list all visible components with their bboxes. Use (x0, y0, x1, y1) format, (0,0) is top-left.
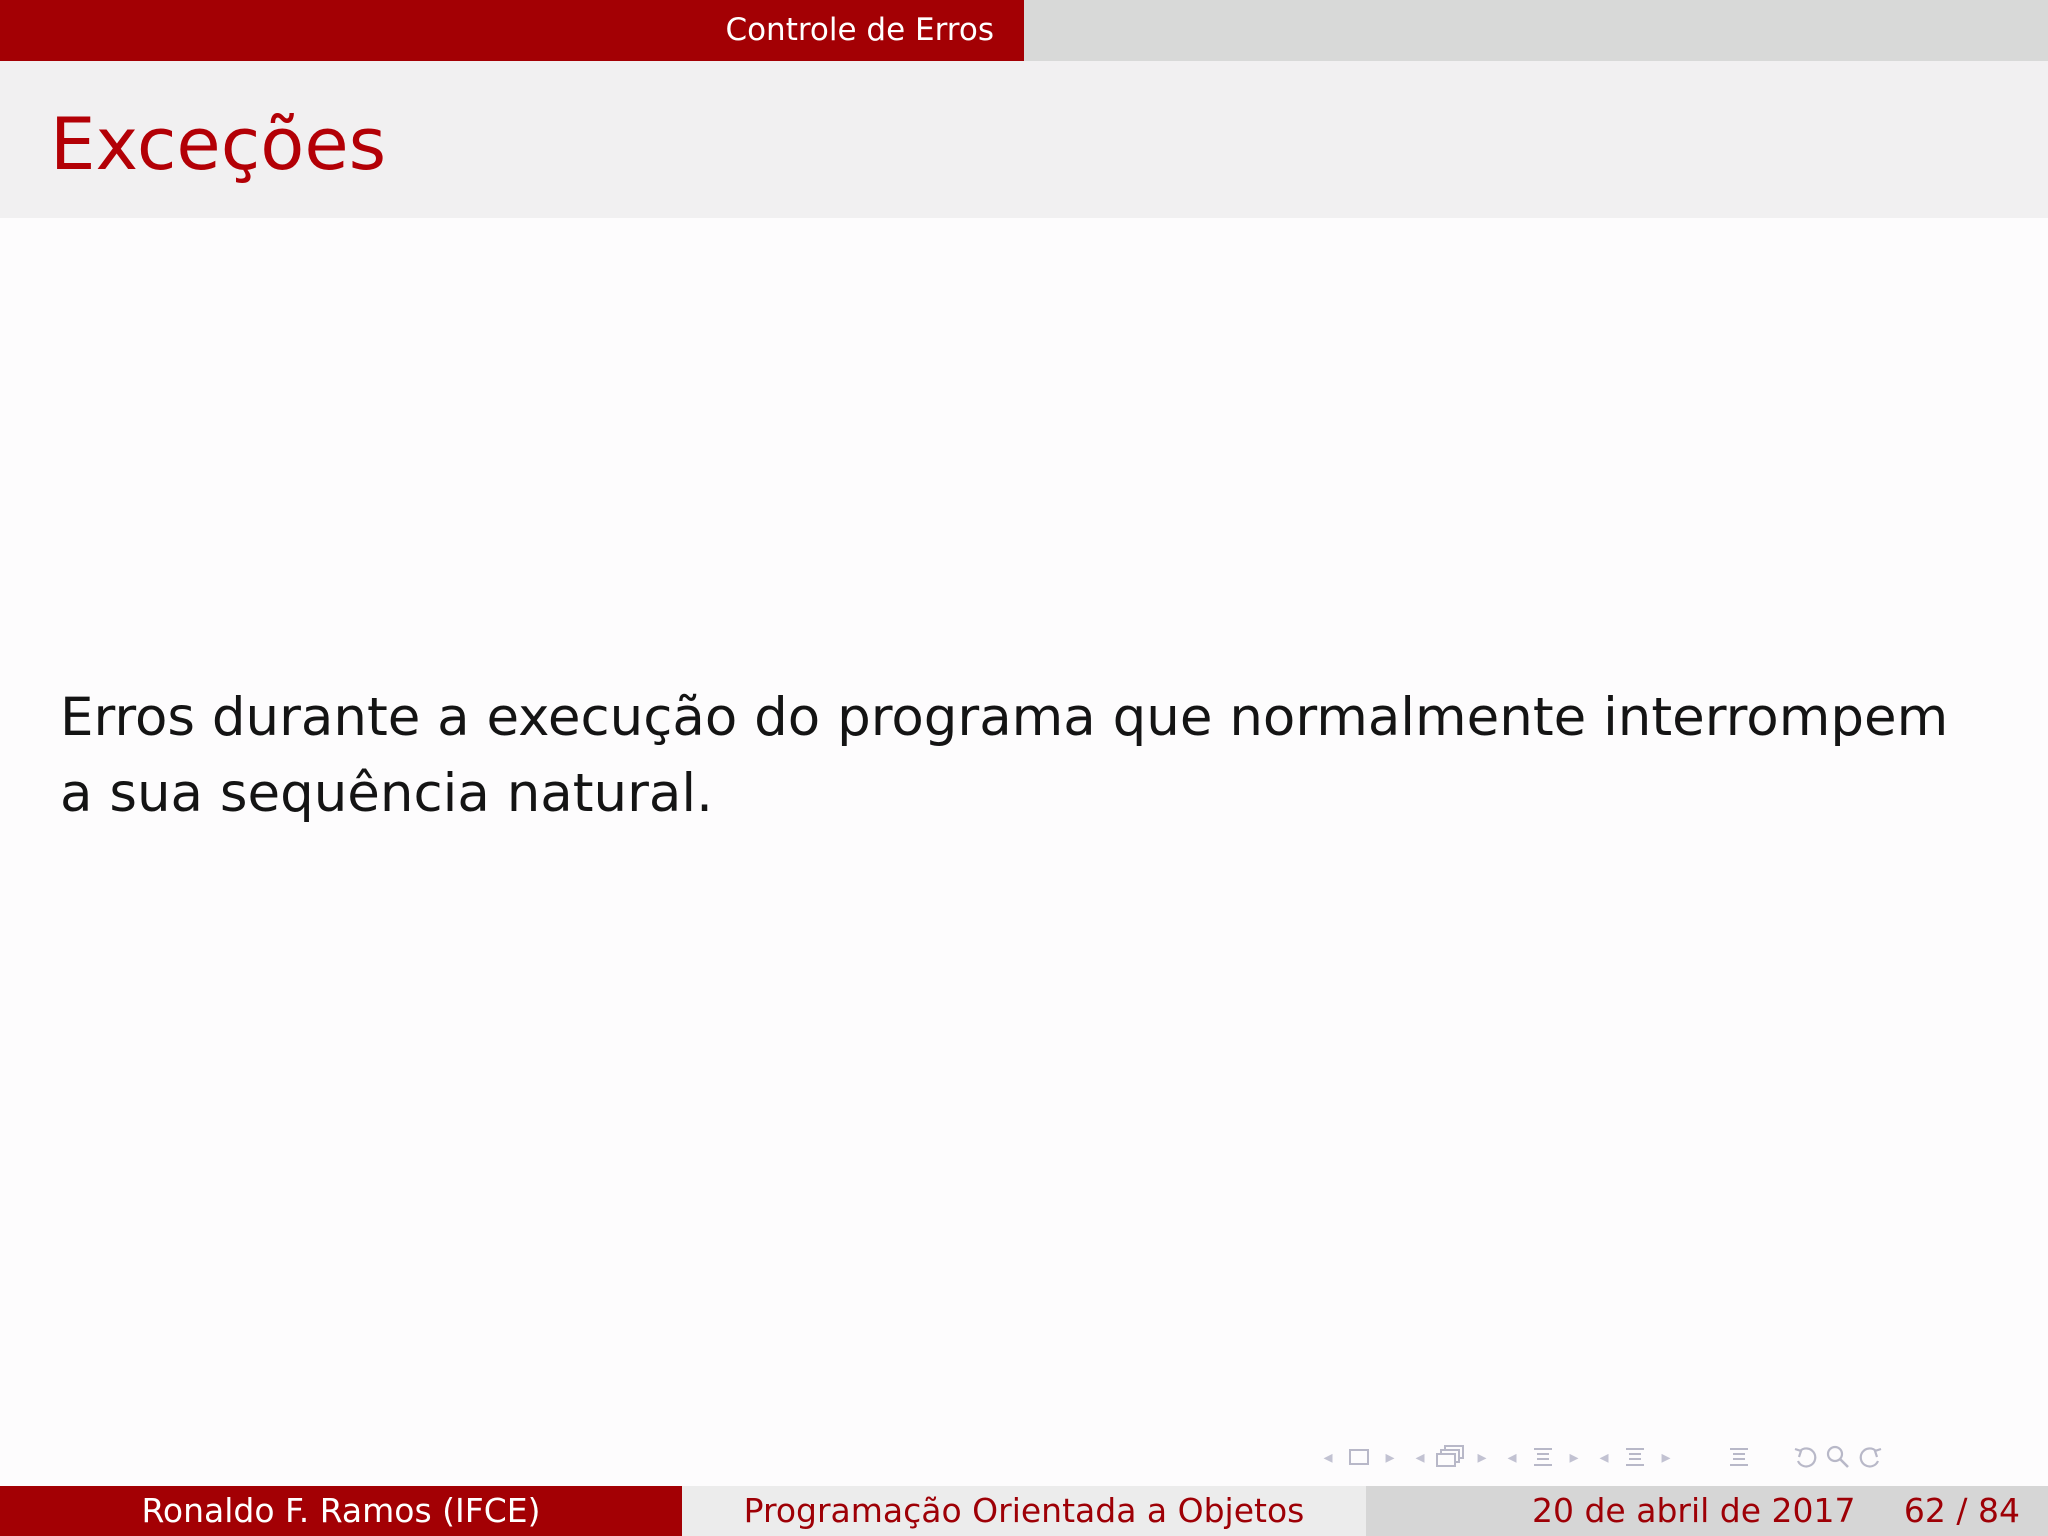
section-prev-icon[interactable]: ◂ (1507, 1446, 1517, 1468)
section-next-icon[interactable]: ▸ (1569, 1446, 1579, 1468)
section-nav-icon[interactable] (1520, 1440, 1566, 1474)
footer-presentation-title: Programação Orientada a Objetos (682, 1486, 1366, 1536)
page-current: 62 (1903, 1491, 1946, 1530)
frame-title: Exceções (50, 102, 387, 186)
section-list-prev-icon[interactable]: ◂ (1599, 1446, 1609, 1468)
section-list-next-icon[interactable]: ▸ (1661, 1446, 1671, 1468)
frame-title-band (0, 61, 2048, 218)
headline-bar (0, 0, 2048, 61)
headline-subsection-area (1024, 0, 2048, 61)
subsection-next-icon[interactable]: ▸ (1477, 1446, 1487, 1468)
page-number (1904, 1486, 2020, 1536)
frame-prev-icon[interactable]: ◂ (1323, 1446, 1333, 1468)
frame-nav-icon[interactable] (1336, 1440, 1382, 1474)
footer-author: Ronaldo F. Ramos (IFCE) (0, 1486, 682, 1536)
subsection-prev-icon[interactable]: ◂ (1415, 1446, 1425, 1468)
section-list-nav[interactable] (1596, 1440, 1674, 1474)
redo-icon[interactable] (1854, 1440, 1886, 1474)
headline-section-title[interactable]: Controle de Erros (0, 0, 1024, 61)
page-separator: / (1956, 1491, 1968, 1530)
footer-date: 20 de abril de 2017 (1532, 1491, 1856, 1530)
document-nav-icon[interactable] (1716, 1440, 1762, 1474)
section-list-icon[interactable] (1612, 1440, 1658, 1474)
page-total: 84 (1978, 1491, 2020, 1530)
subsection-nav-icon[interactable] (1428, 1440, 1474, 1474)
footline (0, 1486, 2048, 1536)
section-nav[interactable] (1504, 1440, 1582, 1474)
subsection-nav[interactable] (1412, 1440, 1490, 1474)
search-icon[interactable] (1822, 1440, 1854, 1474)
footer-date-page (1366, 1486, 2048, 1536)
navigation-symbols (1320, 1440, 2035, 1474)
frame-nav[interactable] (1320, 1440, 1398, 1474)
slide-body-text: Erros durante a execução do programa que normalmente interrompem a sua sequência natural. (60, 687, 1949, 824)
frame-next-icon[interactable]: ▸ (1385, 1446, 1395, 1468)
undo-icon[interactable] (1790, 1440, 1822, 1474)
